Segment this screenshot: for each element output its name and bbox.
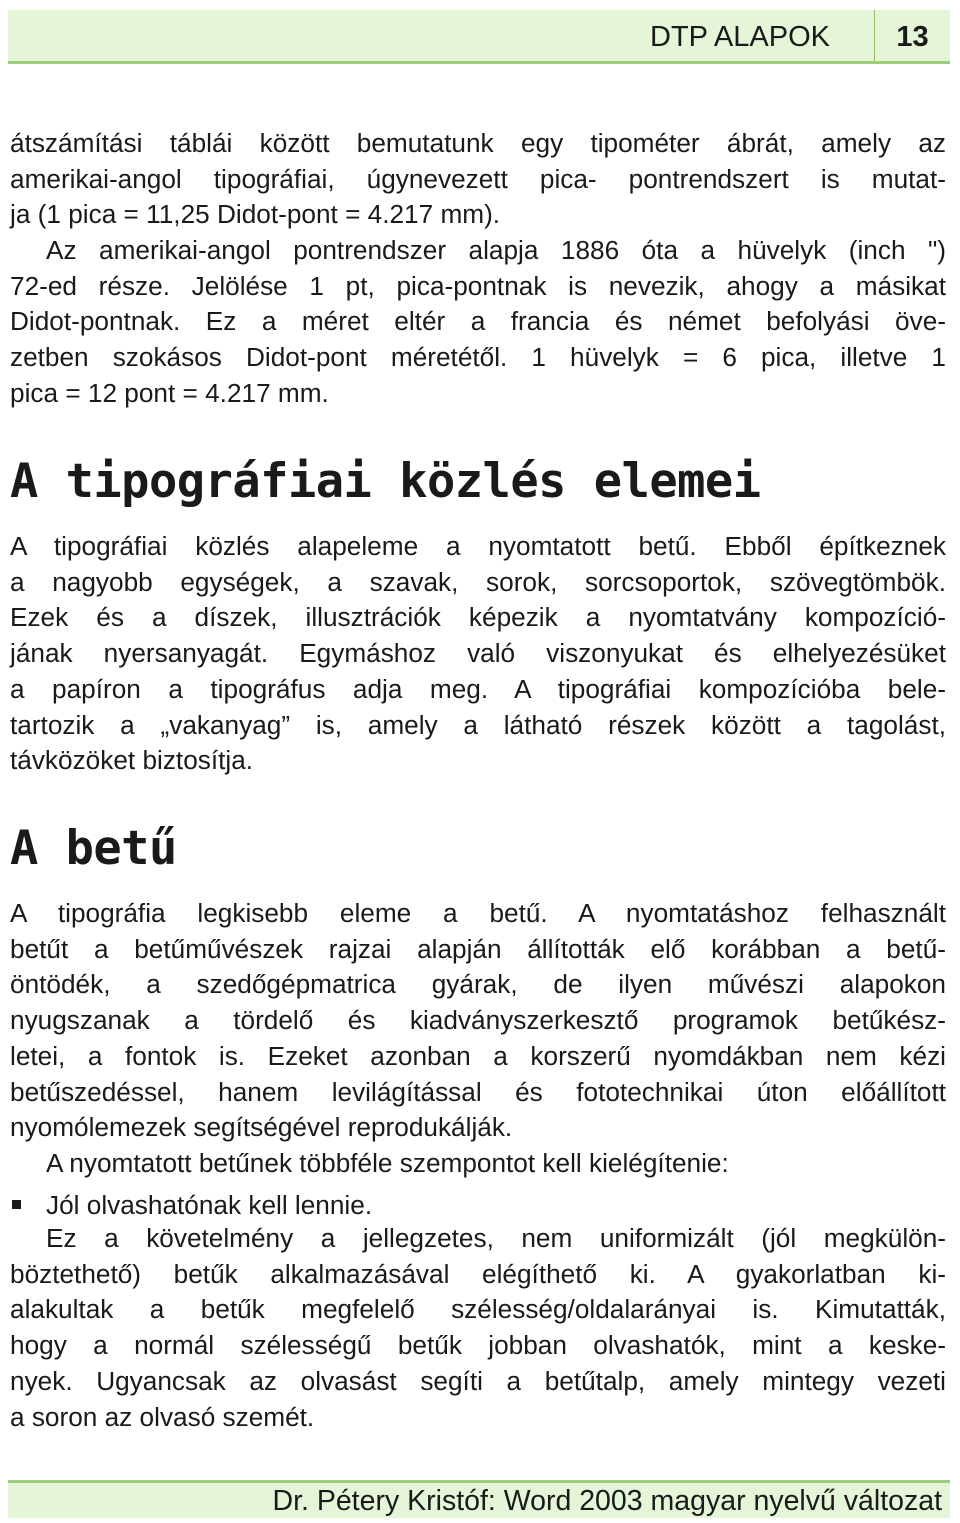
text-line: 72-ed része. Jelölése 1 pt, pica-pontnak is nevezik, ahogy a másikat [10, 270, 946, 301]
paragraph-tipometer [10, 126, 946, 233]
text-line: A nyomtatott betűnek többféle szempontot kell kielégítenie: [46, 1148, 729, 1178]
text-line: A tipográfiai közlés alapeleme a nyomtatott betű. Ebből építkeznek [10, 531, 946, 561]
text-line: Az amerikai-angol pontrendszer alapja 1886 óta a hüvelyk (inch ") [46, 235, 946, 265]
page-number: 13 [896, 21, 929, 53]
paragraph-requirements-intro [10, 1146, 946, 1182]
text-line: Ez a követelmény a jellegzetes, nem uniformizált (jól megkülön- [46, 1223, 946, 1253]
text-line: jának nyersanyagát. Egymáshoz való viszonyukat és elhelyezésüket [10, 638, 946, 669]
text-line: alakultak a betűk megfelelő szélesség/oldalarányai is. Kimutatták, [10, 1294, 946, 1325]
text-line: A tipográfia legkisebb eleme a betű. A nyomtatáshoz felhasznált [10, 898, 946, 928]
running-title: DTP ALAPOK [650, 21, 830, 53]
text-line: öntödék, a szedőgépmatrica gyárak, de ilyen művészi alapokon [10, 969, 946, 1000]
section-heading-letter: A betű [10, 821, 177, 876]
text-line: letei, a fontok is. Ezeket azonban a korszerű nyomdákban nem kézi [10, 1040, 946, 1071]
text-line: betűszedéssel, hanem levilágítással és fototechnikai úton előállított [10, 1076, 946, 1107]
text-line: ja (1 pica = 11,25 Didot-pont = 4.217 mm). [10, 199, 501, 230]
paragraph-pica-point [10, 233, 946, 412]
page-header [8, 10, 950, 64]
text-line: a nagyobb egységek, a szavak, sorok, sorcsoportok, szövegtömbök. [10, 566, 946, 597]
text-line: pica = 12 pont = 4.217 mm. [10, 377, 329, 408]
paragraph-legibility [10, 1221, 946, 1435]
text-line: amerikai-angol tipográfiai, úgynevezett pica- pontrendszert is mutat- [10, 163, 946, 194]
text-line: Didot-pontnak. Ez a méret eltér a francia és német befolyási öve- [10, 306, 946, 337]
paragraph-letter [10, 896, 946, 1146]
text-line: böztethető) betűk alkalmazásával elégíthető ki. A gyakorlatban ki- [10, 1258, 946, 1289]
text-line: nyomólemezek segítségével reprodukálják. [10, 1112, 513, 1143]
bullet-text: Jól olvashatónak kell lennie. [46, 1190, 373, 1220]
square-bullet-icon [12, 1200, 21, 1209]
text-line: távközöket biztosítja. [10, 745, 254, 776]
text-line: hogy a normál szélességű betűk jobban olvashatók, mint a keske- [10, 1330, 946, 1361]
paragraph-elements [10, 529, 946, 779]
text-line: átszámítási táblái között bemutatunk egy tipométer ábrát, amely az [10, 128, 946, 158]
page-footer [8, 1480, 950, 1518]
text-line: a soron az olvasó szemét. [10, 1401, 315, 1432]
text-line: tartozik a „vakanyag” is, amely a látható részek között a tagolást, [10, 709, 946, 740]
text-line: nyek. Ugyancsak az olvasást segíti a betűtalp, amely mintegy vezeti [10, 1365, 946, 1396]
text-line: nyugszanak a tördelő és kiadványszerkesztő programok betűkész- [10, 1005, 946, 1036]
section-heading-elements: A tipográfiai közlés elemei [10, 454, 761, 509]
footer-author-title: Dr. Pétery Kristóf: Word 2003 magyar nyelvű változat [272, 1485, 942, 1517]
bullet-item [10, 1188, 946, 1224]
text-line: betűt a betűművészek rajzai alapján állították elő korábban a betű- [10, 933, 946, 964]
text-line: zetben szokásos Didot-pont méretétől. 1 hüvelyk = 6 pica, illetve 1 [10, 342, 946, 373]
text-line: a papíron a tipográfus adja meg. A tipográfiai kompozícióba bele- [10, 673, 946, 704]
text-line: Ezek és a díszek, illusztrációk képezik a nyomtatvány kompozíció- [10, 602, 946, 633]
